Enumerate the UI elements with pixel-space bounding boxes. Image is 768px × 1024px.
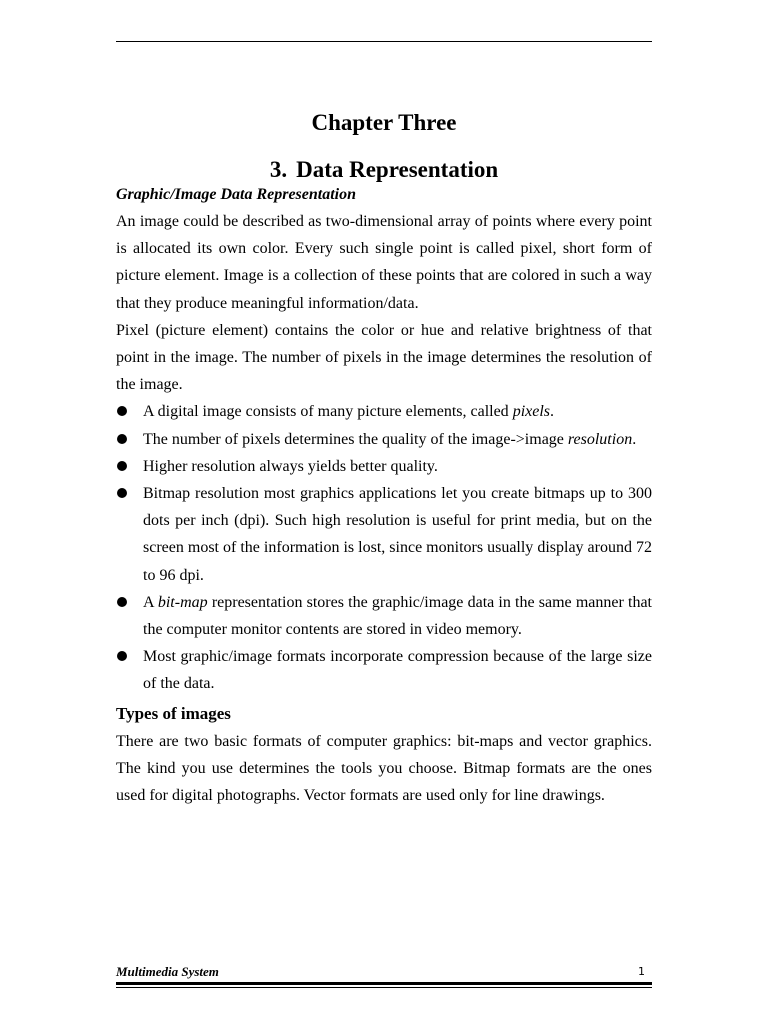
types-heading: Types of images — [116, 703, 231, 723]
subsection-heading: Graphic/Image Data Representation — [116, 186, 357, 203]
section-title-text: Data Representation — [296, 157, 499, 182]
list-item — [116, 589, 652, 643]
list-item — [116, 398, 652, 425]
top-rule — [116, 41, 652, 42]
section-number: 3. — [269, 157, 288, 182]
bullet-text-end: . — [632, 430, 637, 448]
bullet-list — [116, 398, 652, 697]
paragraph-intro: An image could be described as two-dimensional array of points where every point is allocated its own color. Every such single point is called pixel, short form of picture element. Image is a collection of these points that are colored in such a way that they produce meaningful information/data. — [116, 213, 652, 312]
chapter-heading: Chapter Three — [311, 110, 457, 135]
footer-rule-thin — [116, 987, 652, 988]
list-item: Bitmap resolution most graphics applications let you create bitmaps up to 300 dots per inch (dpi). Such high resolution is useful for print media, but on the screen most of the information is lost, since monitors usually display around 72 to 96 dpi. — [116, 480, 652, 589]
list-item — [116, 426, 652, 453]
footer-rule-thick — [116, 982, 652, 985]
bullet-emphasis: resolution — [567, 430, 633, 448]
bullet-text: The number of pixels determines the quality of the image->image — [143, 430, 568, 448]
list-item: Most graphic/image formats incorporate compression because of the large size of the data. — [116, 643, 652, 697]
page-body — [116, 181, 652, 809]
paragraph-pixel: Pixel (picture element) contains the color or hue and relative brightness of that point in the image. The number of pixels in the image determines the resolution of the image. — [116, 321, 652, 394]
bullet-emphasis: bit-map — [157, 593, 208, 611]
list-item: Higher resolution always yields better quality. — [116, 453, 652, 480]
bullet-text-end: representation stores the graphic/image data in the same manner that the computer monitor contents are stored in video memory. — [143, 593, 653, 639]
bullet-text: A digital image consists of many picture elements, called — [143, 403, 513, 421]
page-number: 1 — [638, 965, 645, 978]
footer-label: Multimedia System — [116, 964, 219, 979]
bullet-emphasis: pixels — [512, 403, 551, 421]
bullet-text: A — [143, 593, 158, 611]
paragraph-types: There are two basic formats of computer graphics: bit-maps and vector graphics. The kind you use determines the tools you choose. Bitmap formats are the ones used for digital photographs. Vector formats are used only for line drawings. — [116, 732, 652, 805]
bullet-text-end: . — [550, 403, 555, 421]
